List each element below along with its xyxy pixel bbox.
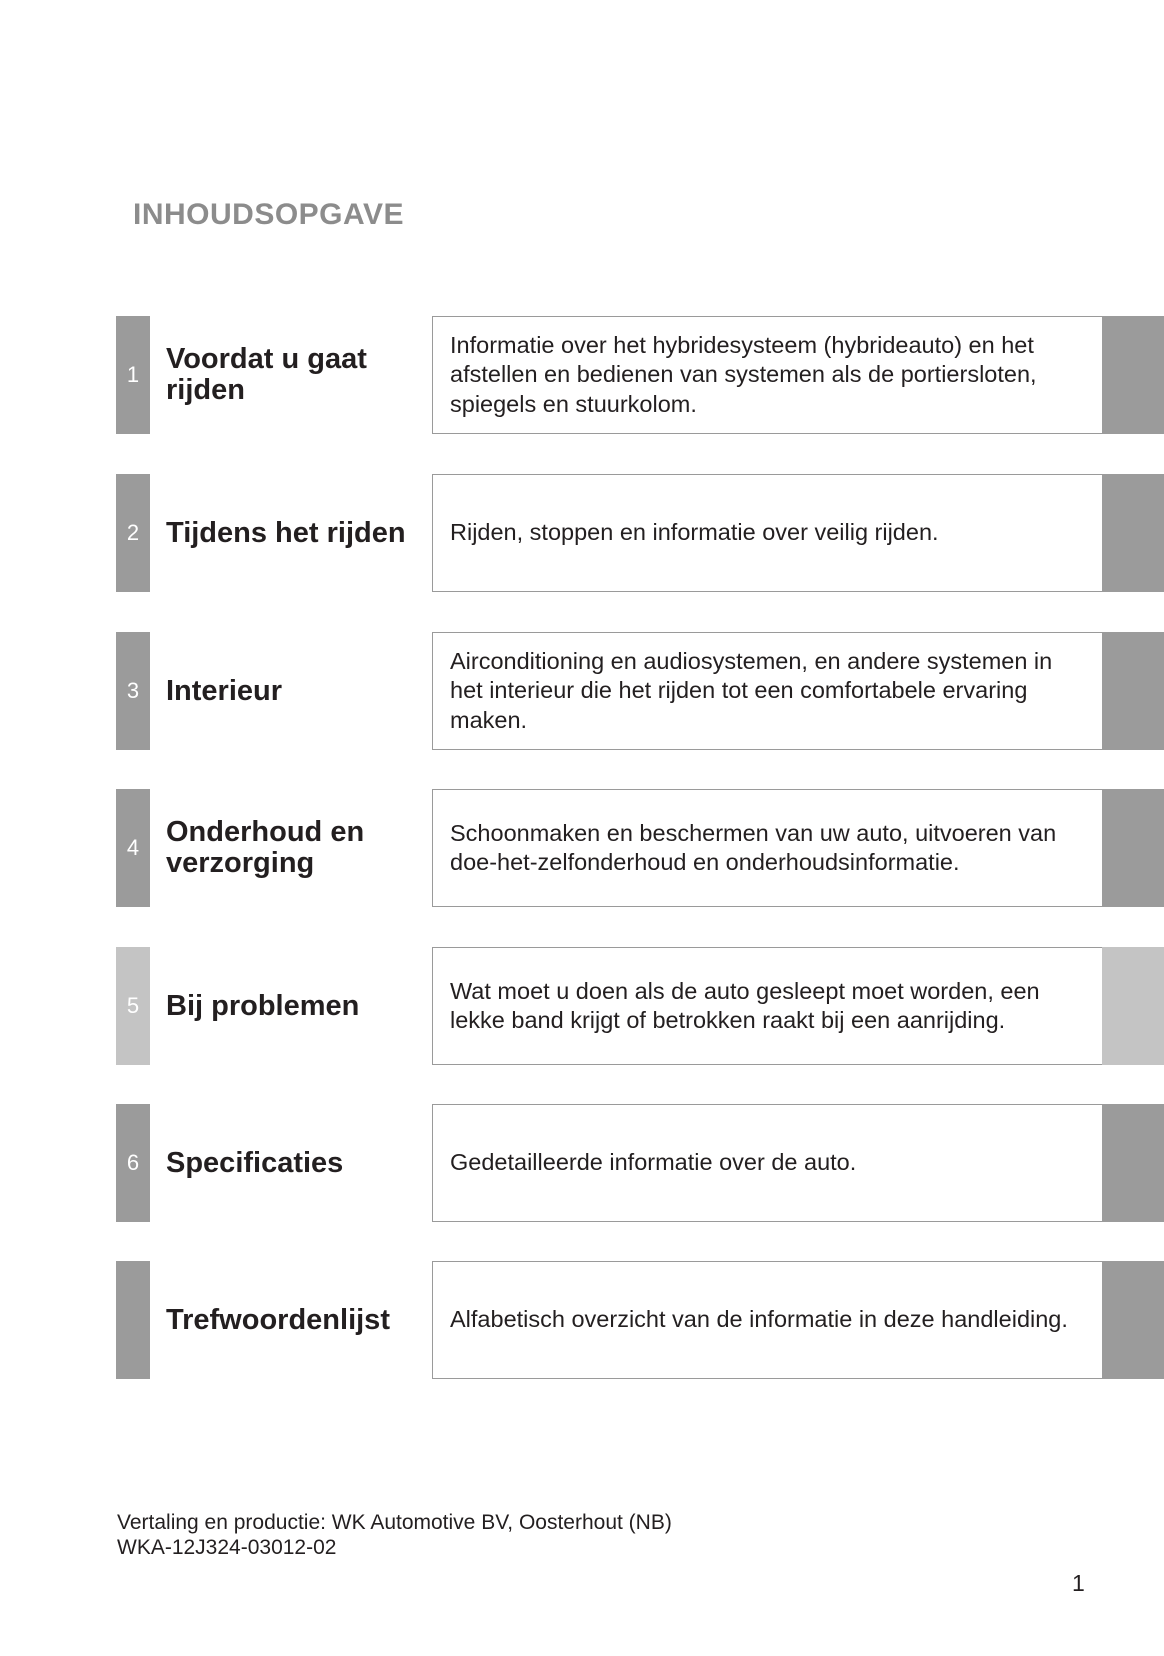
chapter-description: Schoonmaken en beschermen van uw auto, uitvoeren van doe-het-zelfonderhoud en onderhoudsinformatie.: [450, 819, 1057, 875]
chapter-title[interactable]: Bij problemen: [166, 989, 360, 1022]
chapter-description-box: [432, 1261, 1103, 1379]
toc-row-3[interactable]: [0, 632, 1164, 750]
chapter-description: Alfabetisch overzicht van de informatie in deze handleiding.: [450, 1306, 1068, 1333]
chapter-description-box: [432, 474, 1103, 592]
chapter-description-box: [432, 632, 1103, 750]
chapter-title[interactable]: Tijdens het rijden: [166, 516, 406, 549]
chapter-edge-tab: [1102, 789, 1164, 907]
chapter-number-tab: [116, 1261, 150, 1379]
chapter-edge-tab: [1102, 1104, 1164, 1222]
chapter-description: Rijden, stoppen en informatie over veilig rijden.: [450, 519, 939, 546]
chapter-number-tab: 2: [116, 474, 150, 592]
footer-credit: Vertaling en productie: WK Automotive BV, Oosterhout (NB): [117, 1511, 672, 1534]
page-number: 1: [1072, 1570, 1085, 1596]
chapter-description: Informatie over het hybridesysteem (hybrideauto) en het afstellen en bedienen van systemen als de portiersloten, spiegels en stuurkolom.: [450, 331, 1037, 417]
chapter-description: Gedetailleerde informatie over de auto.: [450, 1149, 857, 1176]
toc-row-6[interactable]: [0, 1104, 1164, 1222]
chapter-title[interactable]: Voordat u gaat rijden: [166, 343, 367, 406]
chapter-description: Airconditioning en audiosystemen, en andere systemen in het interieur die het rijden tot een comfortabele ervaring maken.: [450, 647, 1053, 733]
chapter-title[interactable]: Onderhoud en verzorging: [166, 816, 365, 879]
chapter-number-tab: 3: [116, 632, 150, 750]
toc-row-4[interactable]: [0, 789, 1164, 907]
chapter-number-tab: 6: [116, 1104, 150, 1222]
footer-document-code: WKA-12J324-03012-02: [117, 1536, 337, 1559]
chapter-edge-tab: [1102, 1261, 1164, 1379]
chapter-title[interactable]: Interieur: [166, 674, 283, 707]
footer: [117, 1510, 672, 1560]
chapter-title[interactable]: Specificaties: [166, 1146, 344, 1179]
chapter-description-box: [432, 947, 1103, 1065]
chapter-number-tab: 4: [116, 789, 150, 907]
chapter-edge-tab: [1102, 474, 1164, 592]
chapter-number-tab: 5: [116, 947, 150, 1065]
chapter-description-box: [432, 316, 1103, 434]
toc-row-index[interactable]: [0, 1261, 1164, 1379]
chapter-number-tab: 1: [116, 316, 150, 434]
chapter-edge-tab: [1102, 316, 1164, 434]
chapter-description: Wat moet u doen als de auto gesleept moet worden, een lekke band krijgt of betrokken raakt bij een aanrijding.: [450, 977, 1040, 1033]
chapter-description-box: [432, 789, 1103, 907]
toc-row-2[interactable]: [0, 474, 1164, 592]
chapter-edge-tab: [1102, 632, 1164, 750]
chapter-edge-tab: [1102, 947, 1164, 1065]
chapter-description-box: [432, 1104, 1103, 1222]
chapter-title[interactable]: Trefwoordenlijst: [166, 1303, 390, 1336]
toc-row-5[interactable]: [0, 947, 1164, 1065]
toc-row-1[interactable]: [0, 316, 1164, 434]
page-title: INHOUDSOPGAVE: [133, 198, 404, 231]
